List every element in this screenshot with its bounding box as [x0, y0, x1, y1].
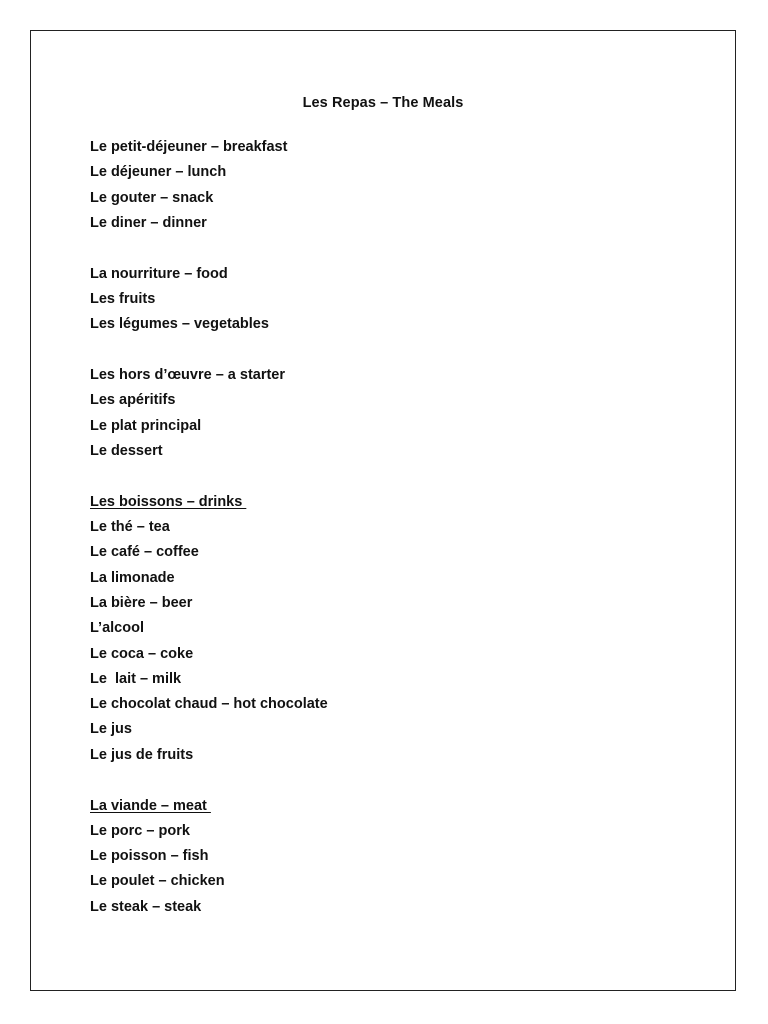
list-item: Le porc – pork [90, 822, 190, 839]
list-item: Le lait – milk [90, 670, 182, 687]
list-item: L’alcool [90, 620, 144, 637]
list-item: La bière – beer [90, 594, 193, 611]
list-item: Les fruits [90, 290, 156, 307]
list-item: Le poisson – fish [90, 848, 209, 865]
list-item: Le diner – dinner [90, 214, 207, 231]
list-item: Les légumes – vegetables [90, 316, 269, 333]
list-item: Le plat principal [90, 417, 202, 434]
list-item: Le jus [90, 721, 132, 738]
document-page [30, 30, 736, 991]
section-spacer [90, 464, 690, 490]
list-item: Le gouter – snack [90, 189, 214, 206]
meat-heading: La viande – meat [90, 797, 211, 814]
list-item: Le jus de fruits [90, 746, 194, 763]
list-item: Le dessert [90, 442, 163, 459]
list-item: Les hors d’œuvre – a starter [90, 367, 286, 384]
list-item: Le petit-déjeuner – breakfast [90, 139, 288, 155]
vocabulary-list [90, 135, 690, 920]
list-item: Le thé – tea [90, 519, 170, 536]
list-item: Le chocolat chaud – hot chocolate [90, 696, 328, 713]
list-item: Le coca – coke [90, 645, 194, 662]
list-item: Le café – coffee [90, 544, 199, 561]
list-item: Le poulet – chicken [90, 873, 225, 890]
list-item: Le steak – steak [90, 898, 202, 915]
section-spacer [90, 236, 690, 262]
list-item: Le déjeuner – lunch [90, 164, 227, 181]
drinks-heading: Les boissons – drinks [90, 493, 247, 510]
list-item: La limonade [90, 569, 175, 586]
list-item: Les apéritifs [90, 392, 176, 409]
section-spacer [90, 338, 690, 364]
section-spacer [90, 768, 690, 794]
list-item: La nourriture – food [90, 265, 228, 282]
page-title: Les Repas – The Meals [302, 95, 464, 111]
